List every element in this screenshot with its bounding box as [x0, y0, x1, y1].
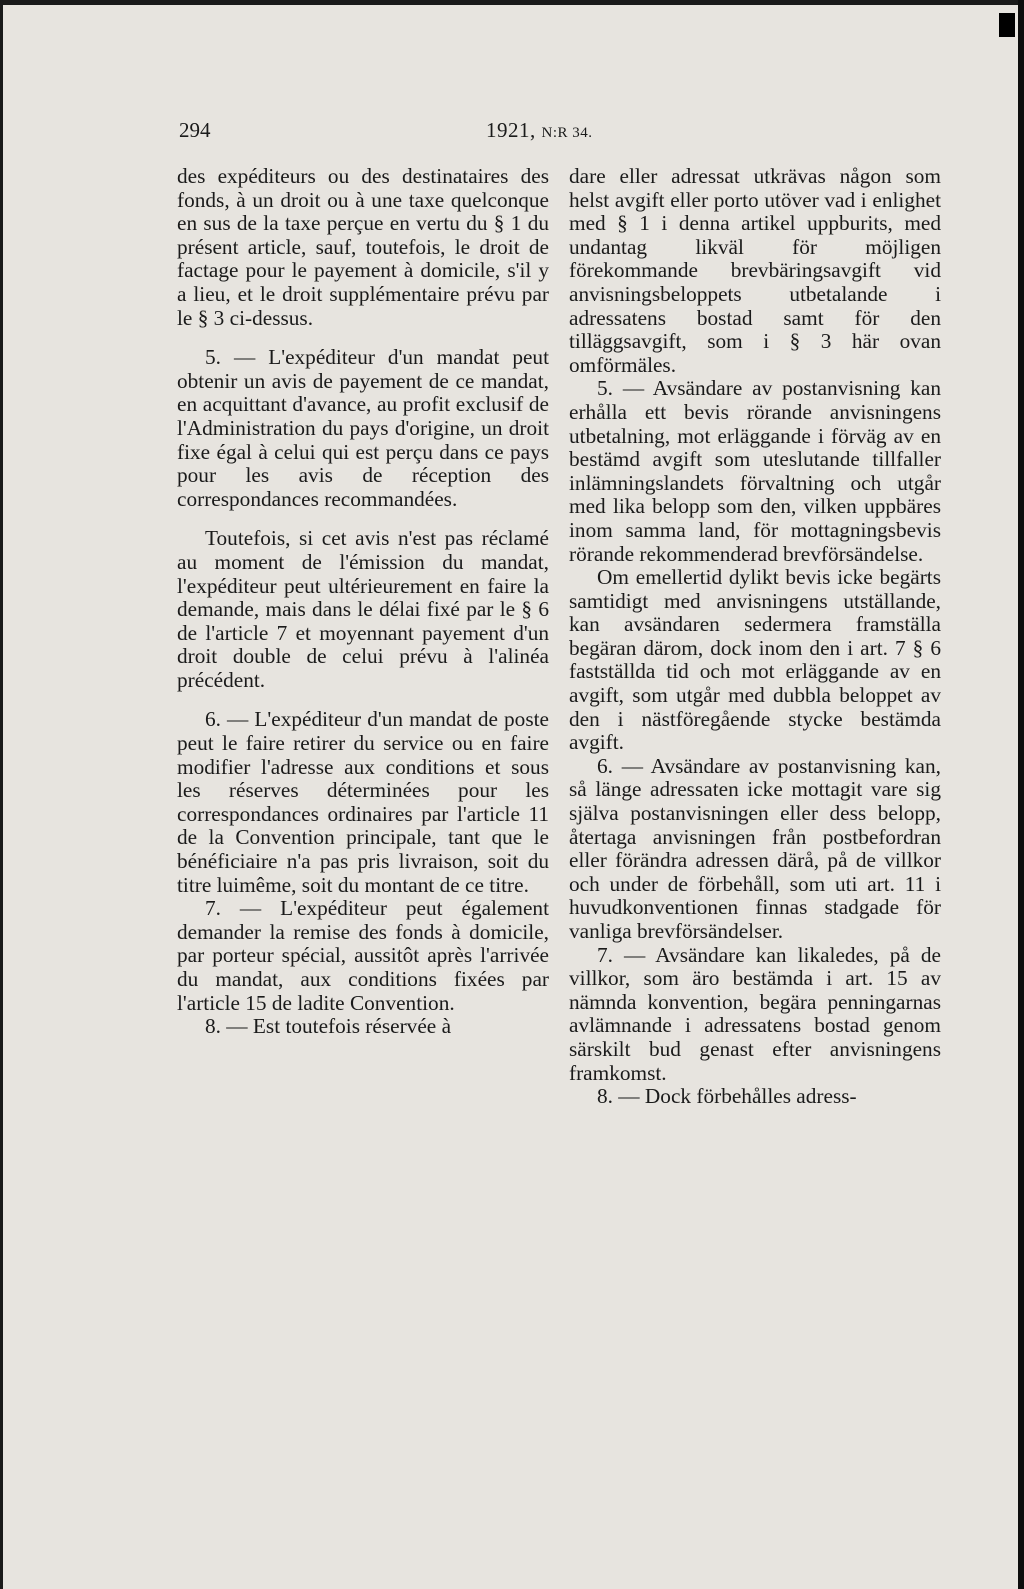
sv-paragraph-5: 5. — Avsändare av postanvisning kan erhålla ett bevis rörande anvisningens utbetalning, mot erläggande i förväg av en bestämd avgift som uteslutande tillfaller inlämningslandets förvaltning och utgår med lika belopp som den, vilken uppbäres inom samma land, för mottagningsbevis rörande rekommenderad brevförsändelse.	[569, 376, 941, 566]
running-header	[173, 118, 958, 148]
header-issue: N:R 34.	[541, 125, 593, 141]
sv-paragraph-7: 7. — Avsändare kan likaledes, på de villkor, som äro bestämda i art. 15 av nämnda konvention, begära penningarnas avlämnande i adressatens bostad genom särskilt bud genast efter anvisningens framkomst.	[569, 942, 941, 1085]
header-year: 1921,	[486, 118, 536, 142]
fr-paragraph-8: 8. — Est toutefois réservée à	[205, 1014, 452, 1039]
fr-paragraph-6: 6. — L'expéditeur d'un mandat de poste peut le faire retirer du service ou en faire modifier l'adresse aux conditions et sous les réserves déterminées pour les correspondances ordinaires par l'article 11 de la Convention principale, tant que le bénéficiaire n'a pas pris livraison, soit du titre luimême, soit du montant de ce titre.	[177, 707, 549, 897]
fr-paragraph-5-cont: Toutefois, si cet avis n'est pas réclamé au moment de l'émission du mandat, l'expéditeur peut ultérieurement en faire la demande, mais dans le délai fixé par le § 6 de l'article 7 et moyennant payement d'un droit double de celui prévu à l'alinéa précédent.	[177, 526, 549, 692]
sv-paragraph-8: 8. — Dock förbehålles adress-	[597, 1084, 857, 1109]
scan-marker	[999, 13, 1015, 37]
sv-paragraph-6: 6. — Avsändare av postanvisning kan, så länge adressaten icke mottagit vare sig själva postanvisningen eller dess belopp, återtaga anvisningen från postbefordran eller förändra adressen därå, på de villkor och under de förbehåll, som uti art. 11 i huvudkonventionen finnas stadgade för vanliga brevförsändelser.	[569, 753, 941, 943]
sv-paragraph-continuation: dare eller adressat utkrävas någon som helst avgift eller porto utöver vad i enlighet med § 1 i denna artikel uppburits, med undantag likväl för möjligen förekommande brevbäringsavgift vid anvisningsbeloppets utbetalande i adressatens bostad samt för den tilläggsavgift, som i § 3 här ovan omförmäles.	[569, 164, 941, 377]
sv-paragraph-5-cont: Om emellertid dylikt bevis icke begärts samtidigt med anvisningens utställande, kan avsändaren sedermera framställa begäran därom, dock inom den i art. 7 § 6 fastställda tid och mot erläggande av en avgift, som utgår med dubbla beloppet av den i nästföregående stycke bestämda avgift.	[569, 565, 941, 755]
fr-paragraph-7: 7. — L'expéditeur peut également demander la remise des fonds à domicile, par porteur spécial, aussitôt après l'arrivée du mandat, aux conditions fixées par l'article 15 de ladite Convention.	[177, 896, 549, 1015]
fr-paragraph-5: 5. — L'expéditeur d'un mandat peut obtenir un avis de payement de ce mandat, en acquittant d'avance, au profit exclusif de l'Administration du pays d'origine, un droit fixe égal à celui qui est perçu dans ce pays pour les avis de réception des correspondances recommandées.	[177, 345, 549, 511]
scanned-page	[3, 5, 1018, 1589]
french-column	[177, 165, 549, 1039]
swedish-column	[569, 165, 941, 1109]
header-title	[486, 118, 593, 143]
scan-edge	[1018, 0, 1024, 1589]
fr-paragraph-continuation: des expéditeurs ou des destinataires des fonds, à un droit ou à une taxe quelconque en sus de la taxe perçue en vertu du § 1 du présent article, sauf, toutefois, le droit de factage pour le payement à domicile, s'il y a lieu, et le droit supplémentaire prévu par le § 3 ci-dessus.	[177, 164, 549, 330]
page-number: 294	[179, 118, 211, 142]
